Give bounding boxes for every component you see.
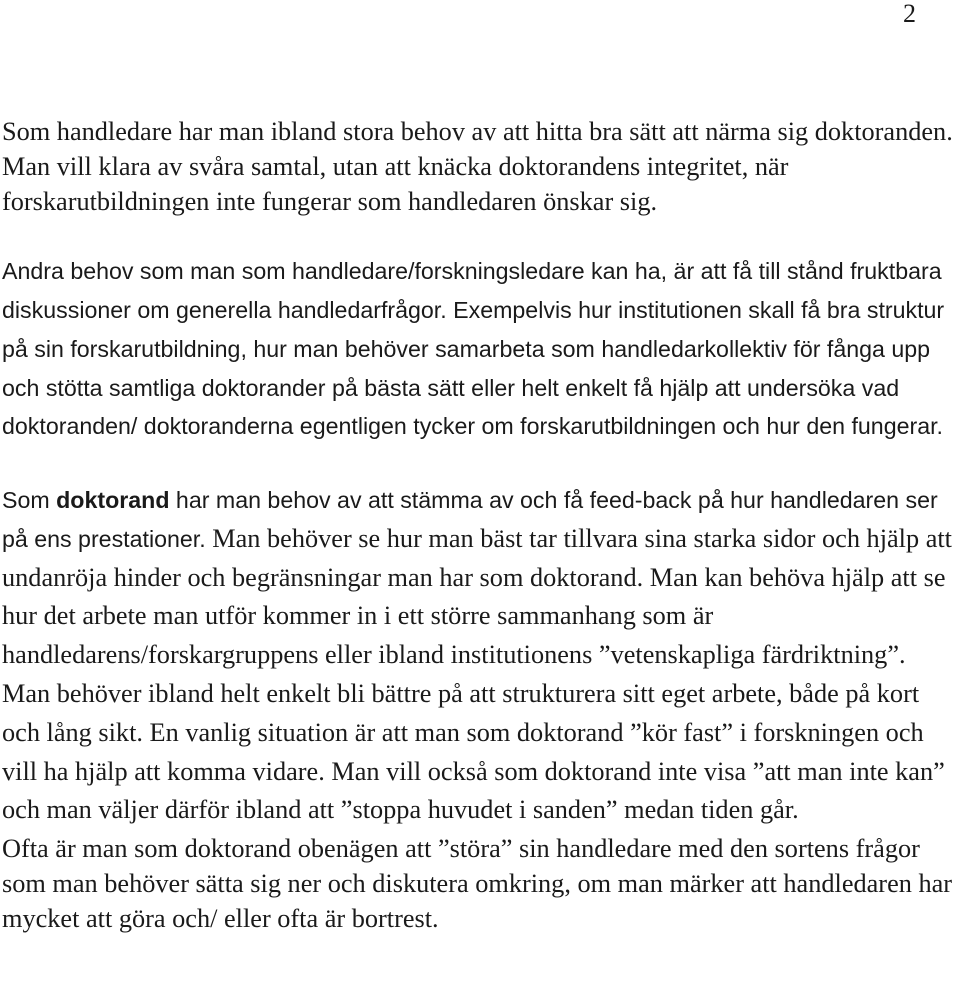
emphasis-doktorand: doktorand (56, 486, 170, 513)
paragraph-doctoral-needs (2, 483, 957, 832)
document-body (2, 115, 957, 937)
paragraph-supervisor-needs: Som handledare har man ibland stora behov av att hitta bra sätt att närma sig doktoranden. Man vill klara av svåra samtal, utan att knäcka doktorandens integritet, när forskarutbildningen inte fungerar som handledaren önskar sig. (2, 117, 953, 216)
paragraph-other-needs (2, 254, 957, 448)
paragraph-spacer (2, 219, 957, 254)
paragraph-spacer (2, 448, 957, 483)
paragraph-other-needs-examples: Exempelvis hur institutionen skall få bra struktur på sin forskarutbildning, hur man behöver samarbeta som handledarkollektiv för fånga upp och stötta samtliga doktorander på bästa sätt eller helt enkelt få hjälp att undersöka vad doktoranden/ doktoranderna egentligen tycker om forskarutbildningen och hur den fungerar. (2, 296, 945, 440)
page-number: 2 (903, 0, 916, 28)
paragraph-other-needs-lead: Andra behov som man som handledare/forskningsledare kan ha, är att få till stånd fruktbara diskussioner om generella handledarfrågor. (2, 258, 942, 323)
paragraph-reluctance: Ofta är man som doktorand obenägen att ”störa” sin handledare med den sortens frågor som man behöver sätta sig ner och diskutera omkring, om man märker att handledaren har mycket att göra och/ eller ofta är bortrest. (2, 834, 953, 933)
paragraph-doctoral-needs-lead: har man behov av att stämma av och få feed-back på hur handledaren ser på ens prestationer. (2, 486, 938, 552)
paragraph-doctoral-needs-body: Man behöver se hur man bäst tar tillvara sina starka sidor och hjälp att undanröja hinder och begränsningar man har som doktorand. Man kan behöva hjälp att se hur det arbete man utför kommer in i ett större sammanhang som är handledarens/forskargruppens eller ibland institutionens ”vetenskapliga färdriktning”. Man behöver ibland helt enkelt bli bättre på att strukturera sitt eget arbete, både på kort och lång sikt. En vanlig situation är att man som doktorand ”kör fast” i forskningen och vill ha hjälp att komma vidare. Man vill också som doktorand inte visa ”att man inte kan” och man väljer därför ibland att ”stoppa huvudet i sanden” medan tiden går. (2, 523, 952, 825)
paragraph-doctoral-needs-intro: Som (2, 486, 57, 513)
